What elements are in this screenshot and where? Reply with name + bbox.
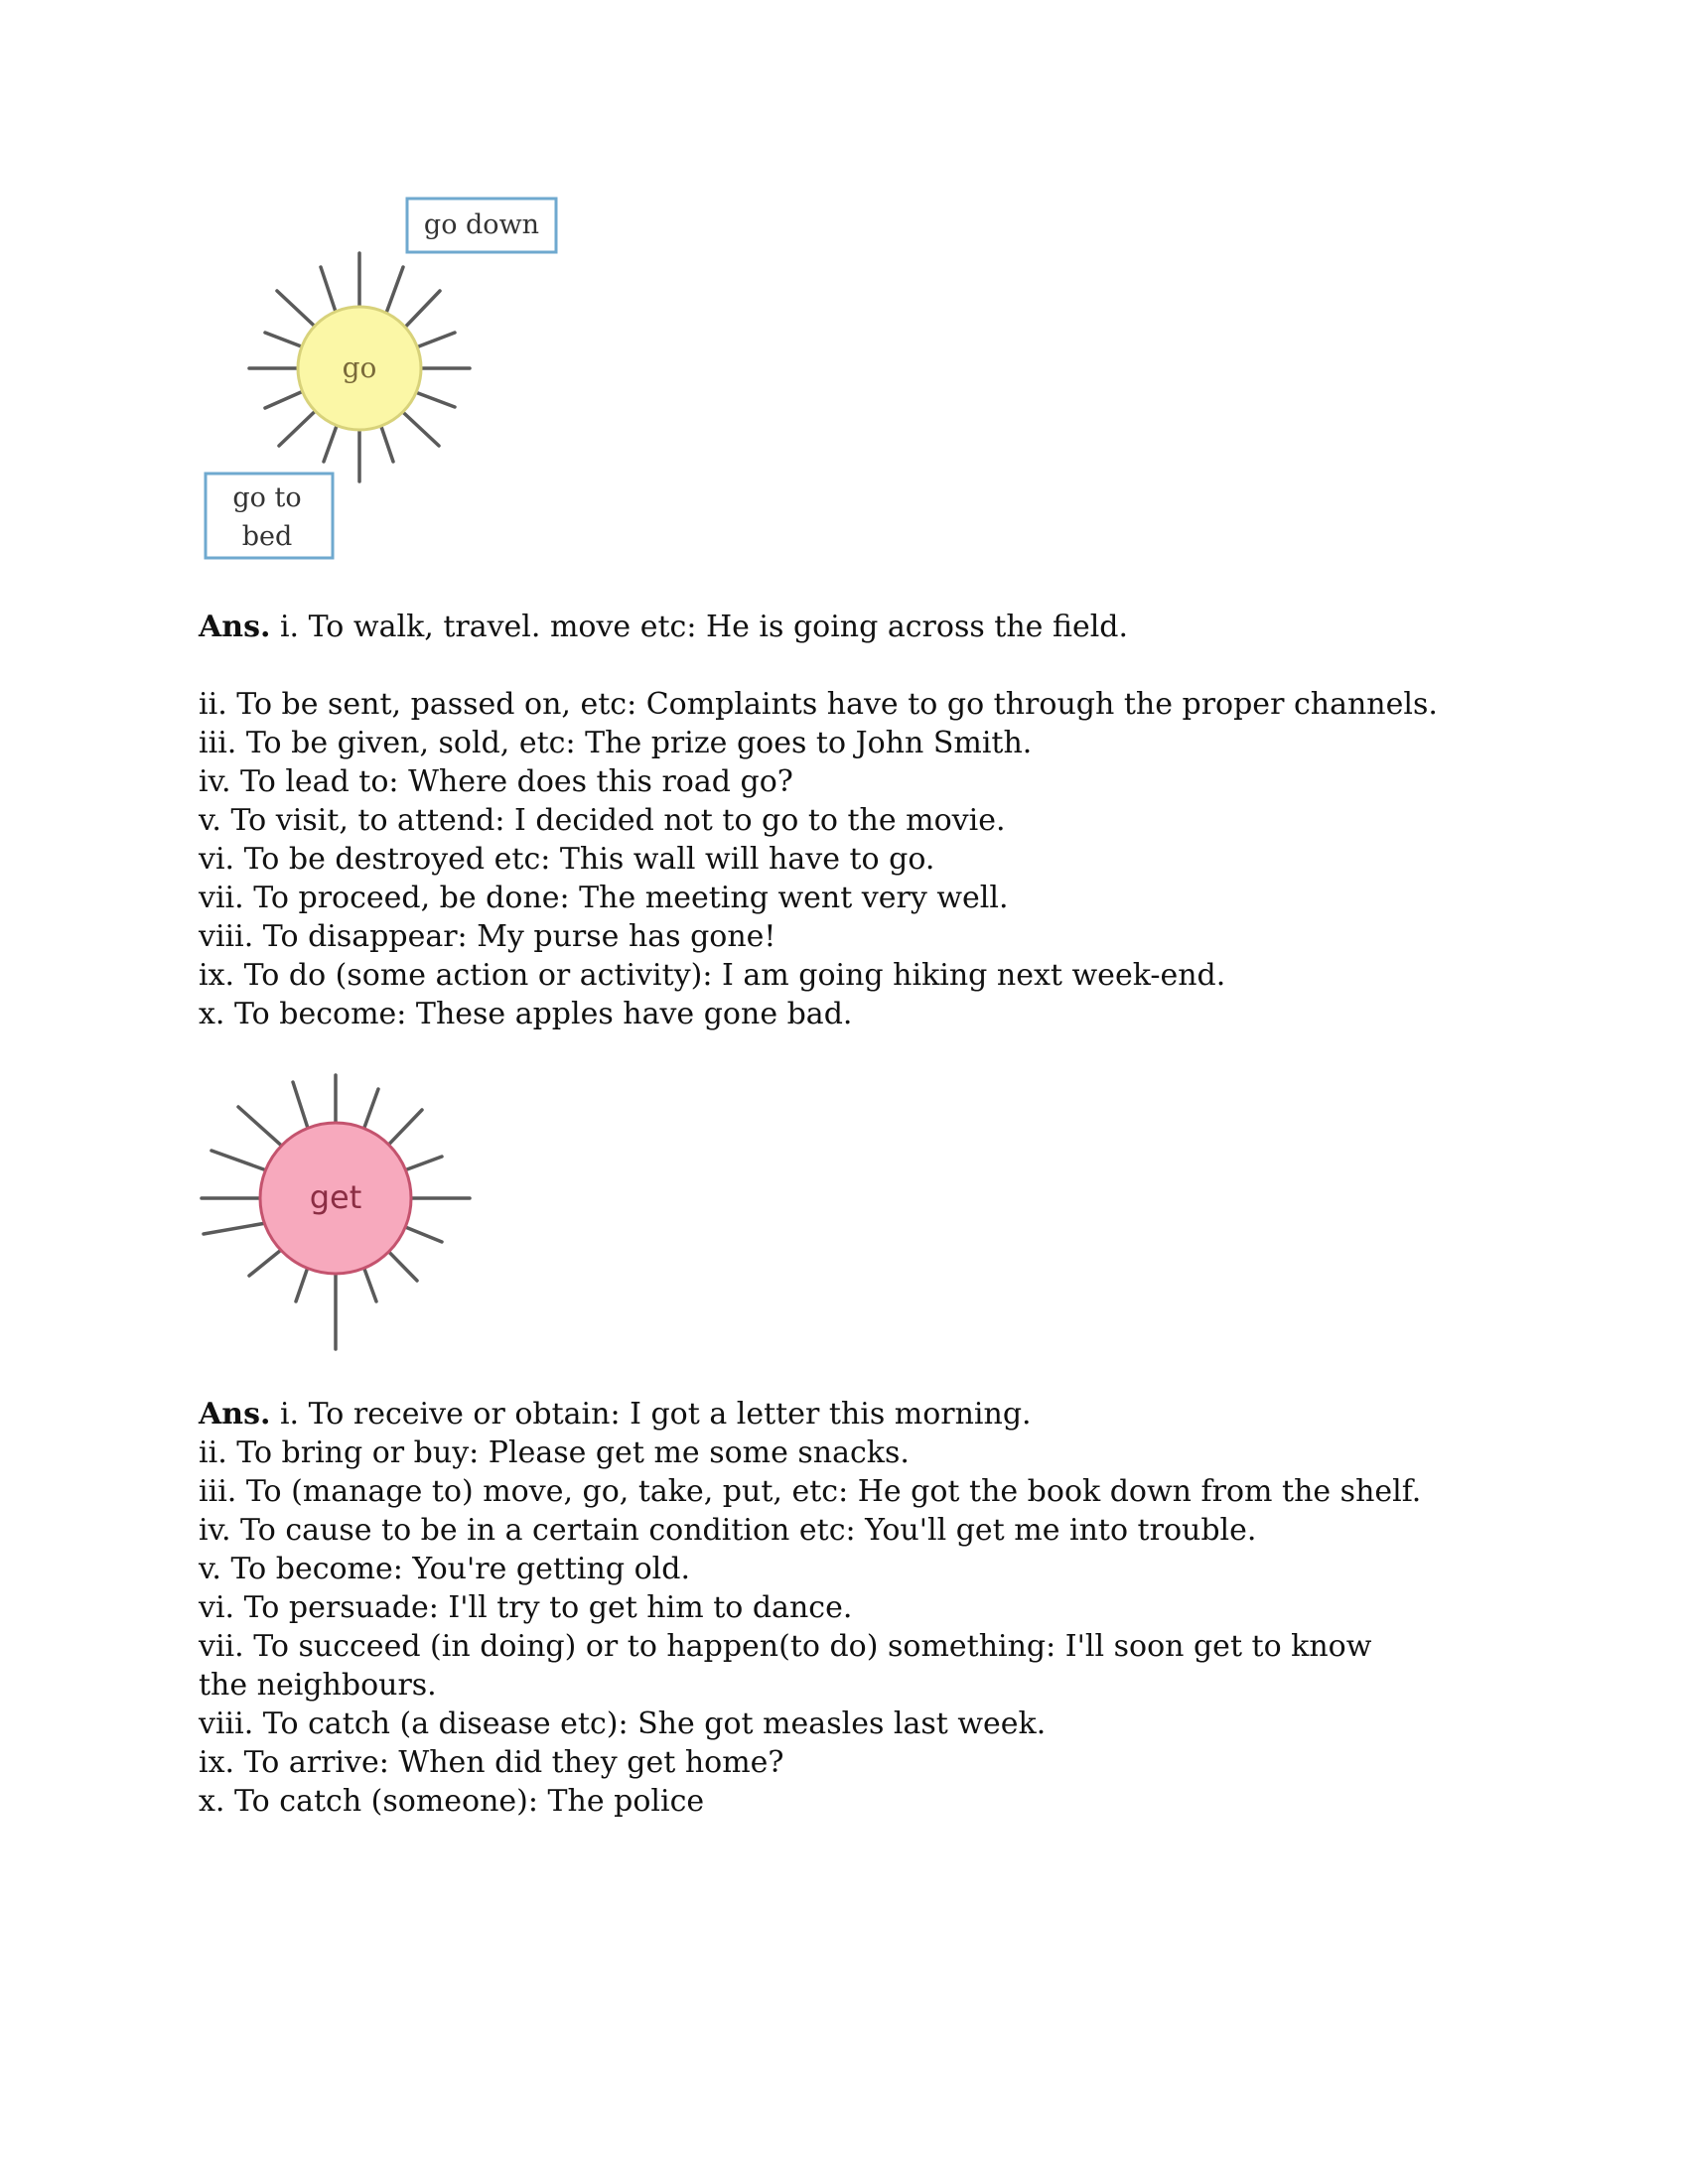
go-item-1: i. To walk, travel. move etc: He is going across the field.: [270, 610, 1129, 644]
get-item-1: i. To receive or obtain: I got a letter this morning.: [270, 1397, 1032, 1432]
go-item: ix. To do (some action or activity): I am going hiking next week-end.: [199, 958, 1226, 993]
get-answer-line: [199, 1395, 1421, 1433]
bed-label: bed: [241, 521, 293, 552]
go-word-web-diagram: [194, 194, 571, 571]
ans-label: Ans.: [199, 1397, 271, 1432]
go-item: v. To visit, to attend: I decided not to go to the movie.: [199, 803, 1006, 838]
get-item: vi. To persuade: I'll try to get him to dance.: [199, 1590, 853, 1625]
go-item: iv. To lead to: Where does this road go?: [199, 764, 793, 799]
go-item: vii. To proceed, be done: The meeting went very well.: [199, 881, 1009, 915]
get-item: vii. To succeed (in doing) or to happen(to do) something: I'll soon get to know the neighbours.: [199, 1629, 1372, 1703]
get-answers: [199, 1395, 1421, 1821]
go-center-word: go: [342, 351, 377, 384]
get-item: x. To catch (someone): The police: [199, 1784, 705, 1819]
go-item: vi. To be destroyed etc: This wall will have to go.: [199, 842, 935, 877]
get-item: viii. To catch (a disease etc): She got measles last week.: [199, 1706, 1047, 1741]
go-down-box: [407, 199, 556, 252]
go-answer-line: [199, 608, 1438, 646]
get-item: ix. To arrive: When did they get home?: [199, 1745, 784, 1780]
get-center-word: get: [309, 1178, 362, 1216]
get-item: iii. To (manage to) move, go, take, put, etc: He got the book down from the shelf.: [199, 1474, 1422, 1509]
get-item: iv. To cause to be in a certain condition etc: You'll get me into trouble.: [199, 1513, 1257, 1548]
go-to-label: go to: [232, 482, 302, 513]
get-item: ii. To bring or buy: Please get me some snacks.: [199, 1435, 910, 1470]
go-to-bed-box: [206, 474, 333, 558]
go-item: x. To become: These apples have gone bad.: [199, 997, 853, 1031]
ans-label: Ans.: [199, 610, 271, 644]
go-answers: [199, 608, 1438, 1033]
go-down-label: go down: [423, 209, 540, 240]
get-item: v. To become: You're getting old.: [199, 1552, 690, 1586]
go-item: iii. To be given, sold, etc: The prize goes to John Smith.: [199, 726, 1033, 760]
go-item: viii. To disappear: My purse has gone!: [199, 919, 776, 954]
get-word-web-diagram: [194, 1067, 492, 1365]
go-item: ii. To be sent, passed on, etc: Complaints have to go through the proper channels.: [199, 687, 1438, 722]
